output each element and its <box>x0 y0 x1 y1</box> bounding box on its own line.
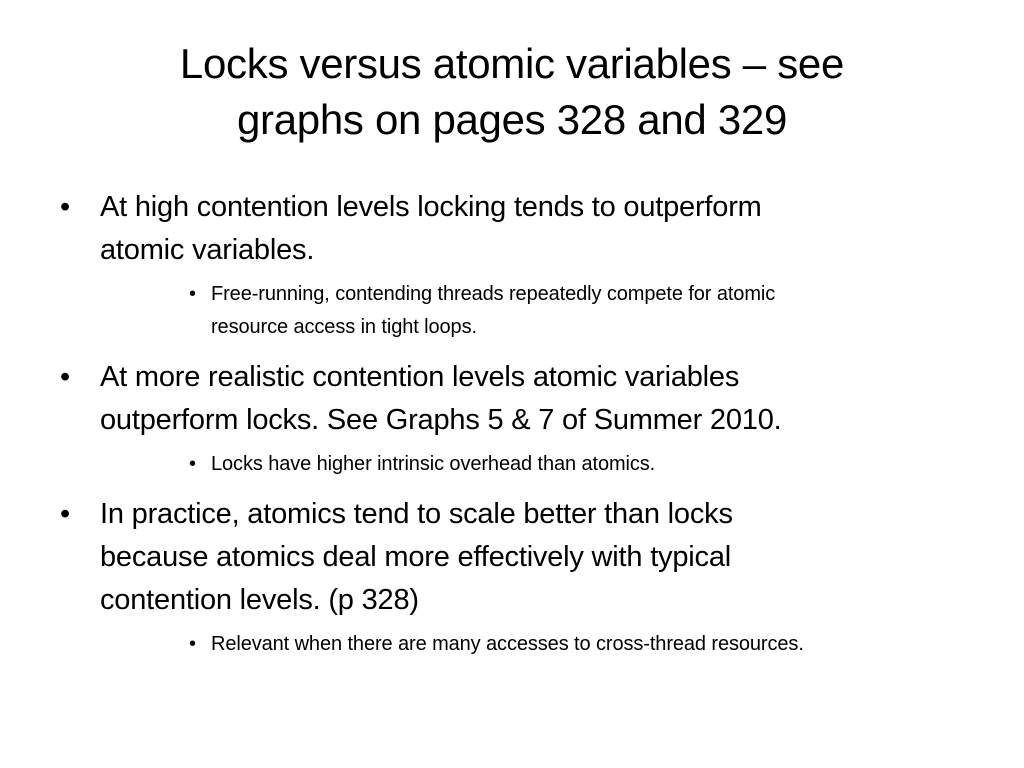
bullet-item <box>58 186 988 272</box>
sub-bullet-dot-icon: • <box>189 633 196 655</box>
sub-bullet-list <box>58 628 988 661</box>
slide-title <box>40 36 984 148</box>
sub-bullet-list <box>58 448 988 481</box>
sub-bullet-line: Relevant when there are many accesses to cross-thread resources. <box>211 633 804 655</box>
bullet-dot-icon: • <box>60 498 70 530</box>
sub-bullet-line: resource access in tight loops. <box>211 316 477 338</box>
bullet-item <box>58 493 988 622</box>
bullet-line: contention levels. (p 328) <box>100 584 419 616</box>
slide-title-line: graphs on pages 328 and 329 <box>236 96 788 143</box>
sub-bullet-item <box>189 278 988 344</box>
sub-bullet-item <box>189 628 988 661</box>
bullet-line: At high contention levels locking tends to outperform <box>100 191 762 223</box>
sub-bullet-dot-icon: • <box>189 453 196 475</box>
bullet-dot-icon: • <box>60 361 70 393</box>
sub-bullet-list <box>58 278 988 344</box>
bullet-line: atomic variables. <box>100 234 315 266</box>
bullet-line: outperform locks. See Graphs 5 & 7 of Summer 2010. <box>100 404 782 436</box>
slide-body <box>58 186 988 673</box>
sub-bullet-line: Locks have higher intrinsic overhead than atomics. <box>211 453 656 475</box>
bullet-line: At more realistic contention levels atomic variables <box>100 361 740 393</box>
sub-bullet-dot-icon: • <box>189 283 196 305</box>
sub-bullet-item <box>189 448 988 481</box>
bullet-line: because atomics deal more effectively with typical <box>100 541 731 573</box>
bullet-line: In practice, atomics tend to scale better than locks <box>100 498 733 530</box>
bullet-dot-icon: • <box>60 191 70 223</box>
slide-title-line: Locks versus atomic variables – see <box>179 40 845 87</box>
bullet-item <box>58 356 988 442</box>
sub-bullet-line: Free-running, contending threads repeatedly compete for atomic <box>211 283 776 305</box>
